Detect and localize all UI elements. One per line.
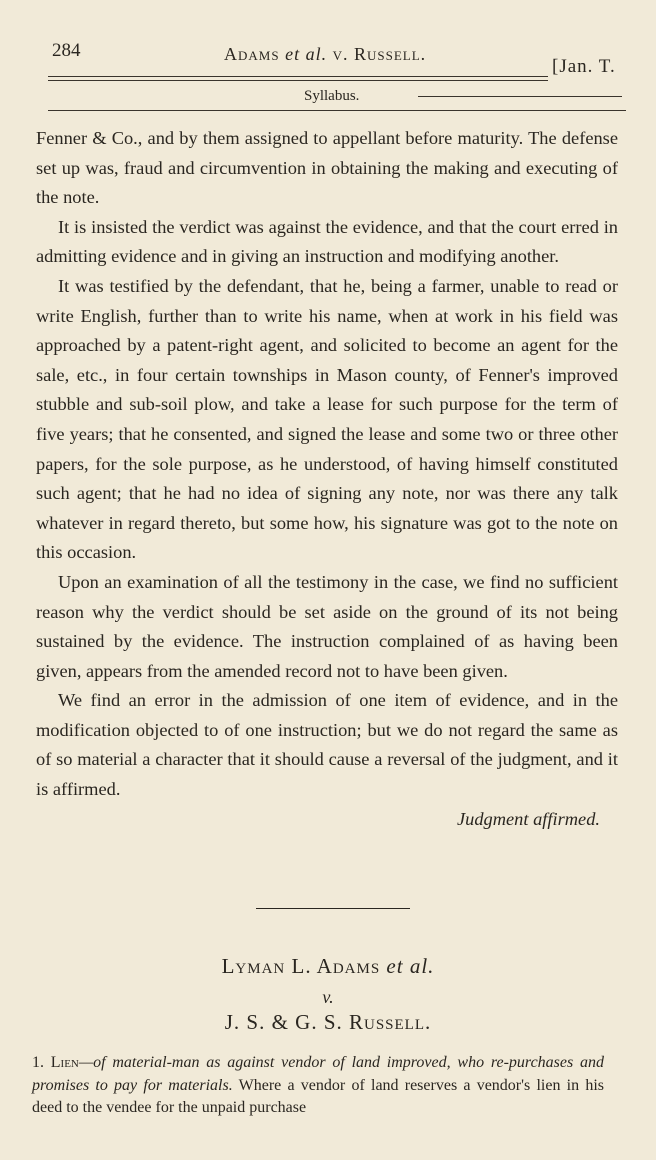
case-defendant: J. S. & G. S. Russell. bbox=[224, 1010, 432, 1034]
case-title-line-1 bbox=[0, 954, 656, 979]
paragraph-3: It was testified by the defendant, that he, being a farmer, unable to read or write English, further than to write his name, when at work in his field was approached by a patent-right agent, and solicited to become an agent for the sale, etc., in four certain townships in Mason county, of Fenner's improved stubble and sub-soil plow, and take a lease for such purpose for the term of five years; that he consented, and signed the lease and some two or three other papers, for the sole purpose, as he understood, of having himself constituted such agent; that he had no idea of signing any note, nor was there any talk whatever in regard thereto, but some how, his signature was got to the note on this occasion. bbox=[36, 275, 618, 563]
section-rule bbox=[48, 110, 626, 111]
header-rule-2 bbox=[48, 80, 548, 81]
section-label: Syllabus. bbox=[304, 88, 360, 104]
case-versus: v. bbox=[322, 987, 334, 1007]
running-head bbox=[224, 44, 426, 65]
running-head-part1: Adams bbox=[224, 44, 280, 64]
paragraph-2: It is insisted the verdict was against the evidence, and that the court erred in admitting evidence and in giving an instruction and modifying another. bbox=[36, 216, 618, 267]
section-divider bbox=[256, 908, 410, 909]
case-plaintiff: Lyman L. Adams bbox=[221, 954, 381, 978]
headnote-lead: Lien bbox=[50, 1054, 79, 1071]
headnote-topic: —of material-man as against vendor of land improved, who re-purchases and promises to pay for materials. bbox=[32, 1054, 604, 1094]
paragraph-5: We find an error in the admission of one item of evidence, and in the modification objected to of one instruction; but we do not regard the same as of so material a character that it should cause a reversal of the judgment, and it is affirmed. bbox=[36, 690, 618, 800]
running-head-ital: et al. bbox=[285, 44, 328, 64]
headnote-number: 1. bbox=[32, 1054, 44, 1071]
judgment-line: Judgment affirmed. bbox=[456, 808, 600, 829]
headnote bbox=[32, 1052, 604, 1120]
section-rule-right bbox=[418, 96, 622, 97]
opinion-text bbox=[36, 124, 618, 834]
case-plaintiff-ital: et al. bbox=[386, 954, 435, 978]
paragraph-4: Upon an examination of all the testimony in the case, we find no sufficient reason why the verdict should be set aside on the ground of its not being sustained by the evidence. The instruction complained of as having been given, appears from the amended record not to have been given. bbox=[36, 571, 618, 681]
paragraph-1: Fenner & Co., and by them assigned to appellant before maturity. The defense set up was, fraud and circumvention in obtaining the making and executing of the note. bbox=[36, 128, 618, 208]
header-rule bbox=[48, 76, 548, 77]
page-number: 284 bbox=[52, 40, 81, 61]
running-head-part2: v. Russell. bbox=[332, 44, 427, 64]
headnote-text: Where a vendor of land reserves a vendor's lien in his deed to the vendee for the unpaid purchase bbox=[32, 1076, 604, 1116]
term-date: [Jan. T. bbox=[552, 56, 616, 77]
